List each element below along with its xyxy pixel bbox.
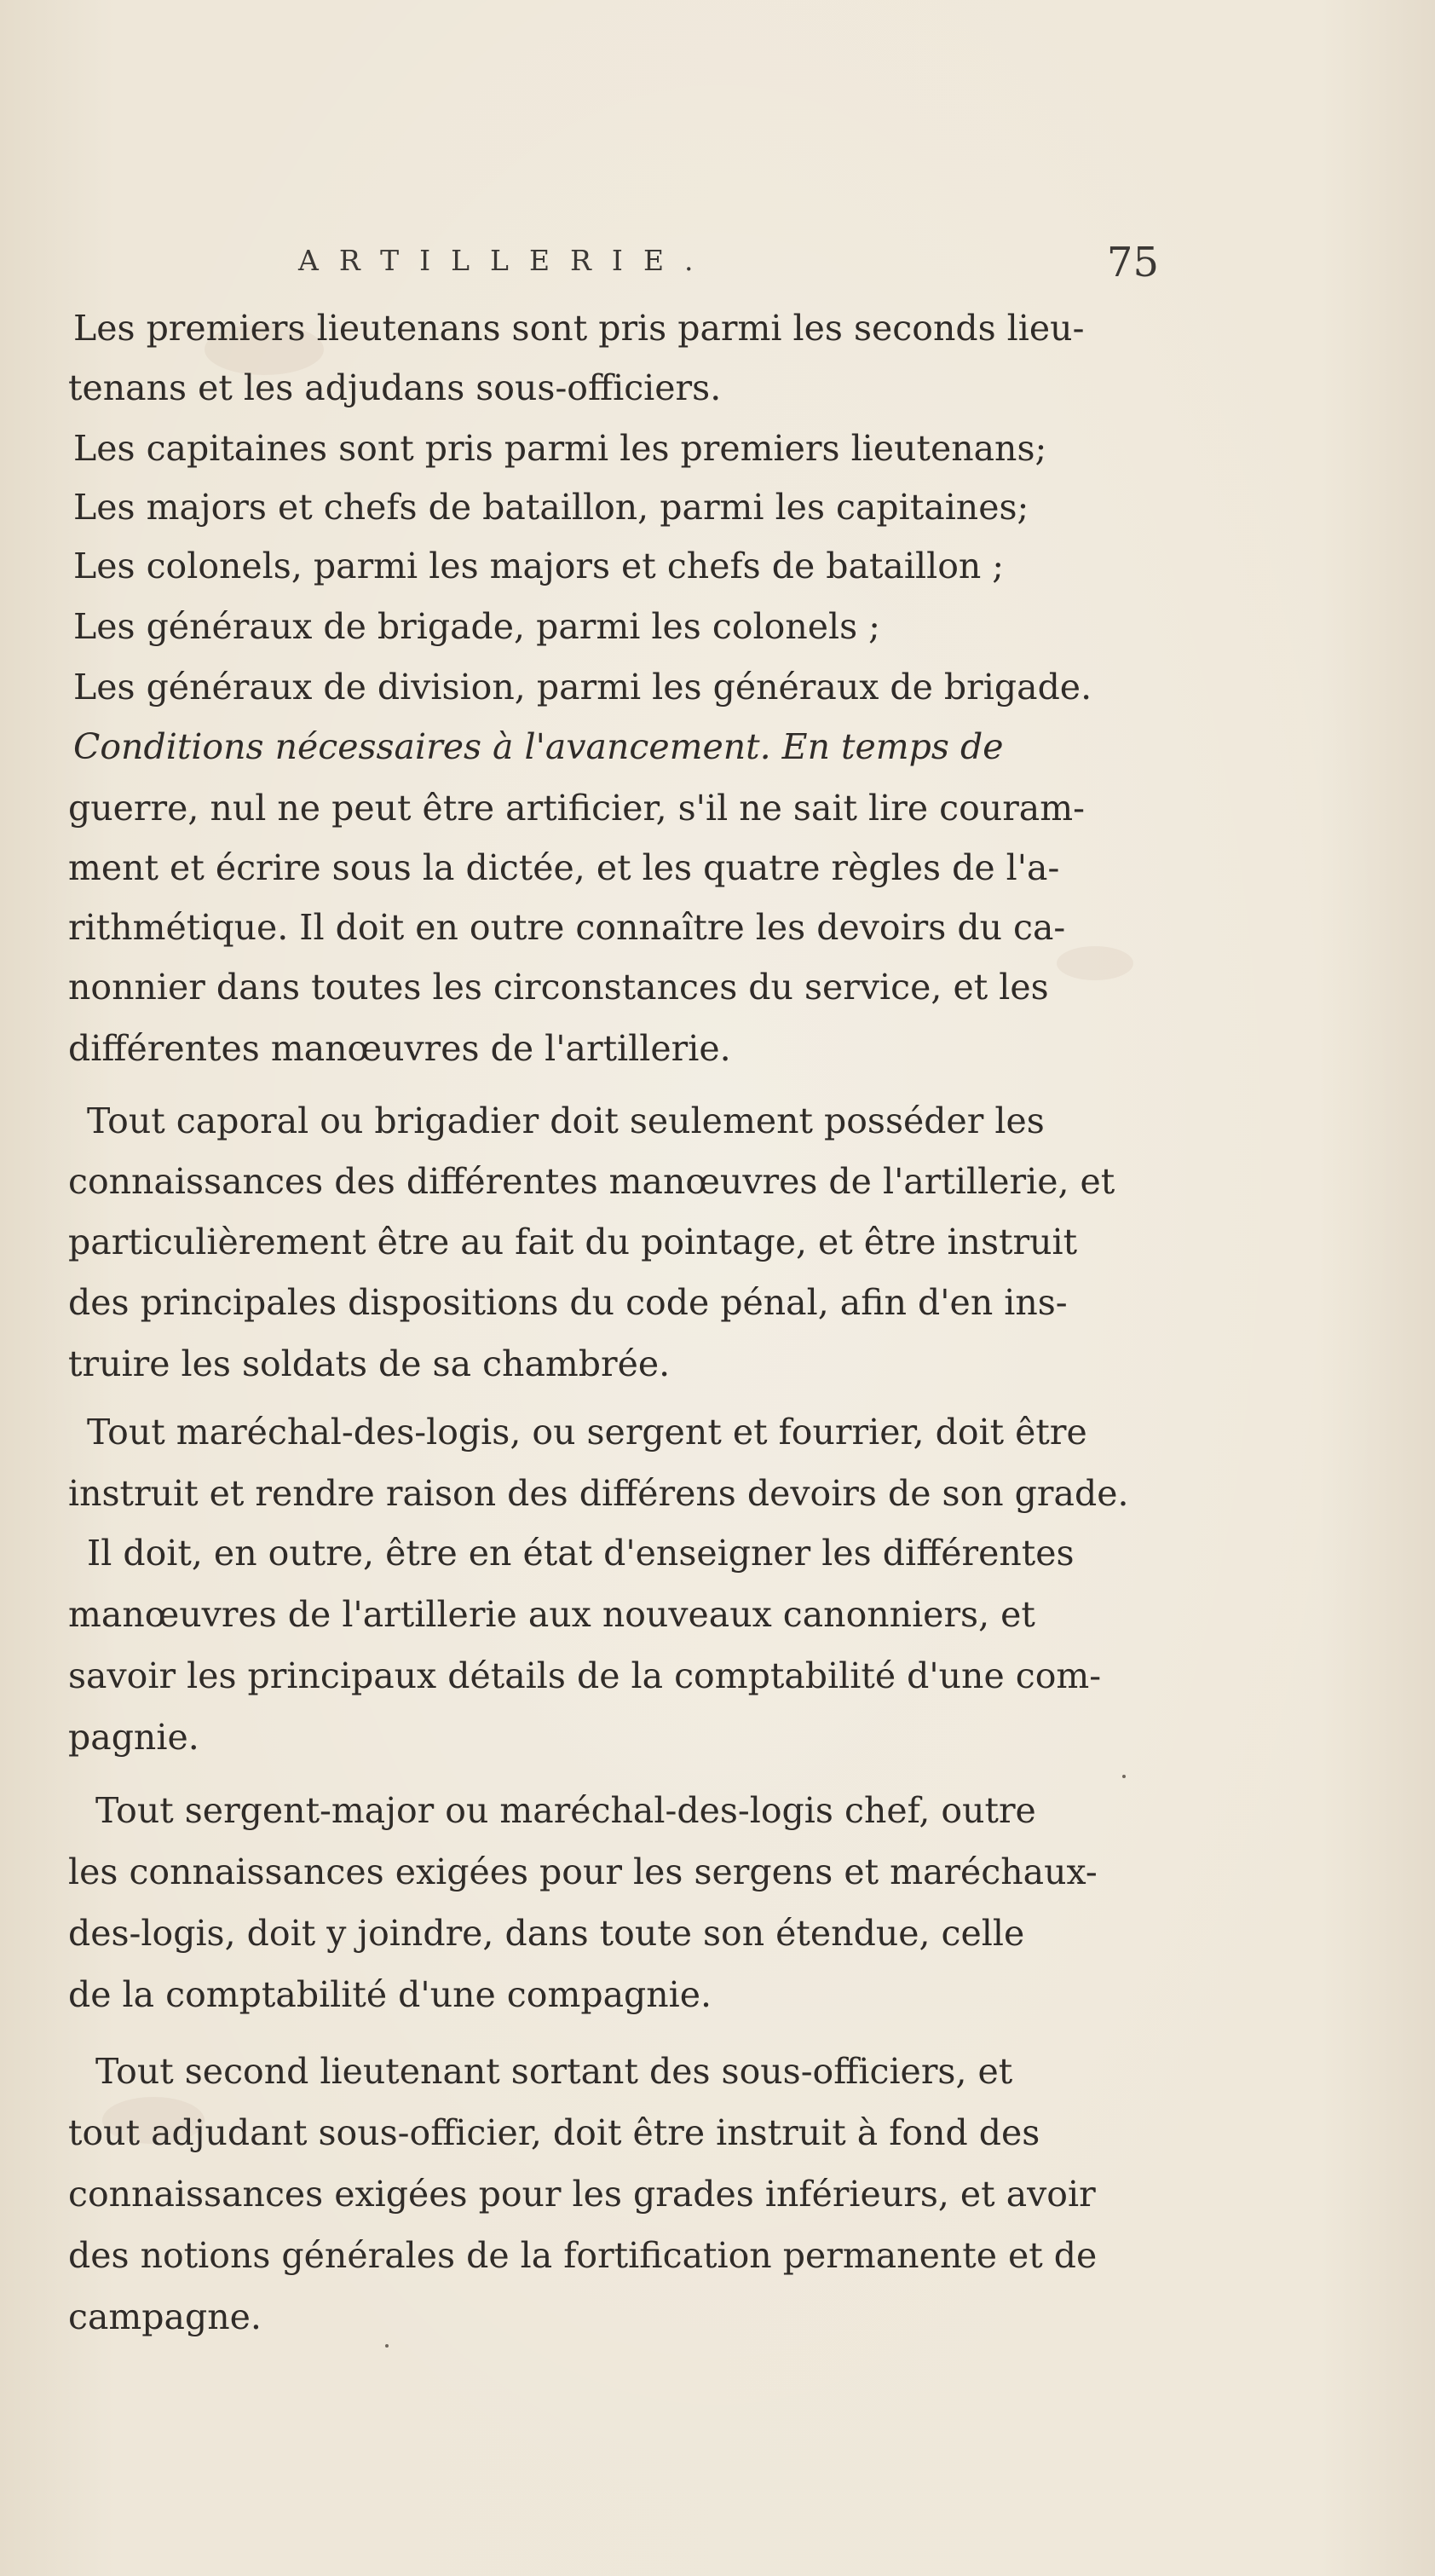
- text-line: guerre, nul ne peut être artificier, s'il ne sait lire couram-: [68, 788, 1085, 829]
- text-line: connaissances des différentes manœuvres de l'artillerie, et: [68, 1161, 1115, 1202]
- text-line: ment et écrire sous la dictée, et les quatre règles de l'a-: [68, 847, 1060, 888]
- text-line: Les colonels, parmi les majors et chefs de bataillon ;: [73, 546, 1005, 586]
- text-line: instruit et rendre raison des différens devoirs de son grade.: [68, 1473, 1129, 1514]
- text-line: Tout second lieutenant sortant des sous-officiers, et: [95, 2051, 1013, 2092]
- running-head: [298, 239, 1159, 298]
- text-line: Il doit, en outre, être en état d'enseigner les différentes: [87, 1533, 1075, 1574]
- text-line: Tout sergent-major ou maréchal-des-logis chef, outre: [95, 1790, 1036, 1831]
- text-line: tenans et les adjudans sous-officiers.: [68, 367, 722, 408]
- text-line: Tout maréchal-des-logis, ou sergent et fourrier, doit être: [87, 1412, 1087, 1453]
- text-line: différentes manœuvres de l'artillerie.: [68, 1028, 731, 1069]
- text-line: rithmétique. Il doit en outre connaître les devoirs du ca-: [68, 907, 1066, 948]
- text-line: nonnier dans toutes les circonstances du service, et les: [68, 967, 1049, 1008]
- text-line: manœuvres de l'artillerie aux nouveaux canonniers, et: [68, 1594, 1035, 1635]
- printing-speck: [1122, 1775, 1126, 1778]
- text-line: de la comptabilité d'une compagnie.: [68, 1974, 712, 2015]
- text-line: pagnie.: [68, 1717, 199, 1758]
- text-line: des notions générales de la fortification permanente et de: [68, 2235, 1098, 2276]
- text-line: Conditions nécessaires à l'avancement. En temps de: [73, 726, 1004, 767]
- text-line: connaissances exigées pour les grades inférieurs, et avoir: [68, 2174, 1096, 2215]
- printing-speck: [385, 2344, 389, 2348]
- text-line: tout adjudant sous-officier, doit être instruit à fond des: [68, 2112, 1040, 2153]
- section-title: ARTILLERIE.: [298, 244, 714, 277]
- text-line: des principales dispositions du code pénal, afin d'en ins-: [68, 1282, 1068, 1323]
- text-line: les connaissances exigées pour les sergens et maréchaux-: [68, 1851, 1098, 1892]
- text-line: Les capitaines sont pris parmi les premiers lieutenans;: [73, 428, 1047, 469]
- text-line: Tout caporal ou brigadier doit seulement posséder les: [87, 1100, 1045, 1141]
- page-number: 75: [1106, 239, 1159, 286]
- text-line: savoir les principaux détails de la comptabilité d'une com-: [68, 1655, 1102, 1696]
- text-line: Les premiers lieutenans sont pris parmi les seconds lieu-: [73, 308, 1085, 349]
- text-line: Les généraux de division, parmi les généraux de brigade.: [73, 667, 1092, 708]
- text-line: des-logis, doit y joindre, dans toute son étendue, celle: [68, 1913, 1025, 1954]
- text-line: truire les soldats de sa chambrée.: [68, 1343, 671, 1384]
- text-line: Les majors et chefs de bataillon, parmi les capitaines;: [73, 487, 1029, 528]
- text-line: Les généraux de brigade, parmi les colonels ;: [73, 606, 880, 647]
- text-line: particulièrement être au fait du pointage, et être instruit: [68, 1222, 1078, 1262]
- text-line: campagne.: [68, 2296, 262, 2337]
